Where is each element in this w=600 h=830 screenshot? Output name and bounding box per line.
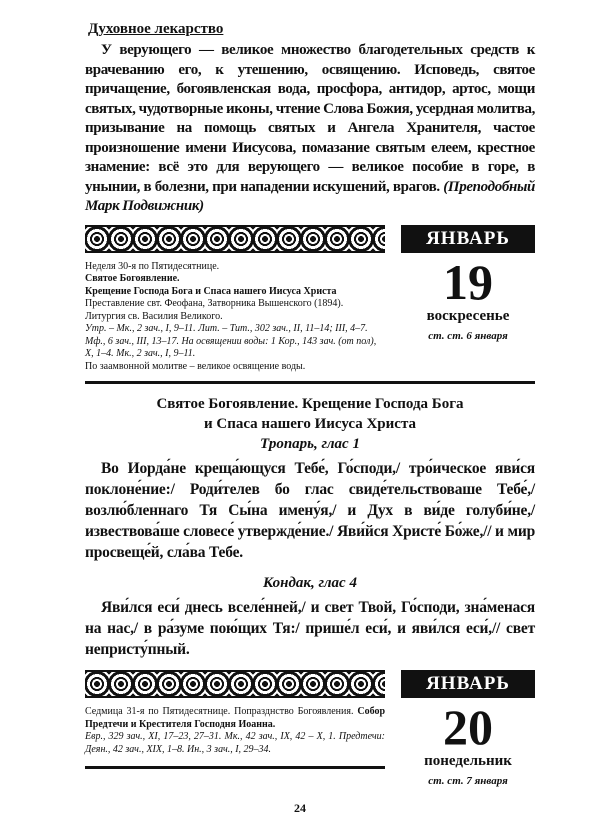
info-line: Литургия св. Василия Великого. (85, 310, 223, 322)
section-title: Духовное лекарство (88, 21, 224, 37)
quote-paragraph (85, 41, 535, 217)
readings: Евр., 329 зач., XI, 17–23, 27–31. Мк., 42 зач., IX, 42 – X, 1. Предтечи: Деян., 42 зач., XIX, 1–8. Ин., 3 зач., I, 29–34. (85, 731, 385, 755)
troparion-text: Во Иорда́не креща́ющуся Тебе́, Го́споди,/ тро́ическое яви́ся поклоне́ние:/ Роди́телев бо глас свиде́тельствоваше Тебе́,/ возлю́бленнаго Тя Сы́на имену́я,/ и Дух в ви́де голуби́не,/ извествова́ше словесе́ утвержде́ние./ Яви́йся Христе́ Бо́же,// и мир просвеще́й, сла́ва Тебе. (85, 460, 535, 561)
info-line: Неделя 30-я по Пятидесятнице. (85, 260, 220, 272)
old-style-date: ст. ст. 7 января (428, 775, 508, 787)
old-style-date: ст. ст. 6 января (428, 329, 508, 342)
day-number: 20 (443, 699, 493, 755)
day-entry (85, 670, 535, 789)
day-info (85, 706, 385, 756)
month-label: ЯНВАРЬ (401, 225, 535, 253)
info-line: Крещение Господа Бога и Спаса нашего Иисуса Христа (85, 285, 337, 297)
ornament-divider (85, 670, 385, 698)
quote-attribution: (Преподобный Марк Подвижник) (85, 178, 536, 214)
feast-title: Святое Богоявление. Крещение Господа Бога (156, 396, 464, 412)
weekday: понедельник (424, 753, 512, 769)
info-line-bold: Собор Предтечи и Крестителя Господня Иоанна. (85, 706, 386, 730)
day-entry (85, 225, 535, 374)
info-line: Преставление свт. Феофана, Затворника Вышенского (1894). (85, 298, 344, 309)
month-label: ЯНВАРЬ (401, 670, 535, 698)
weekday: воскресенье (426, 307, 510, 324)
divider-rule (85, 766, 385, 769)
day-number: 19 (443, 253, 493, 310)
kontakion-title: Кондак, глас 4 (263, 575, 357, 591)
readings: Утр. – Мк., 2 зач., I, 9–11. Лит. – Тит., 302 зач., II, 11–14; III, 4–7. Мф., 6 зач., III, 13–17. На освящении воды: 1 Кор., 143 зач. (от пол), X, 1–4. Мк., 2 зач., I, 9–11. (85, 323, 377, 359)
info-line: Святое Богоявление. (85, 273, 180, 284)
page-number: 24 (294, 801, 306, 815)
quote-text: У верующего — великое множество благодетельных средств к врачеванию его, к утешению, освящению. Исповедь, святое причащение, богоявленская вода, просфора, антидор, артос, мощи святых, чудотворные иконы, чтение Слова Божия, усердная молитва, призывание на помощь святых и Ангела Хранителя, частое произношение имени Иисусова, помазание святым елеем, крестное знамение: всё это для верующего — великое пособие в горе, в унынии, в болезни, при нападении искушений, врагов. (85, 42, 535, 195)
feast-title-2: и Спаса нашего Иисуса Христа (203, 416, 417, 432)
kontakion-text: Яви́лся еси́ днесь вселе́нней,/ и свет Твой, Го́споди, зна́менася на нас,/ в ра́зуме пою́щих Тя:/ прише́л еси́, и яви́лся еси́,// свет непристу́пный. (85, 599, 535, 658)
divider-rule (85, 381, 535, 384)
info-line: Седмица 31-я по Пятидесятнице. Попразднство Богоявления. (85, 706, 354, 717)
day-info (85, 261, 385, 374)
troparion-title: Тропарь, глас 1 (260, 436, 360, 452)
info-line: По заамвонной молитве – великое освящение воды. (85, 360, 306, 372)
ornament-divider (85, 225, 385, 253)
